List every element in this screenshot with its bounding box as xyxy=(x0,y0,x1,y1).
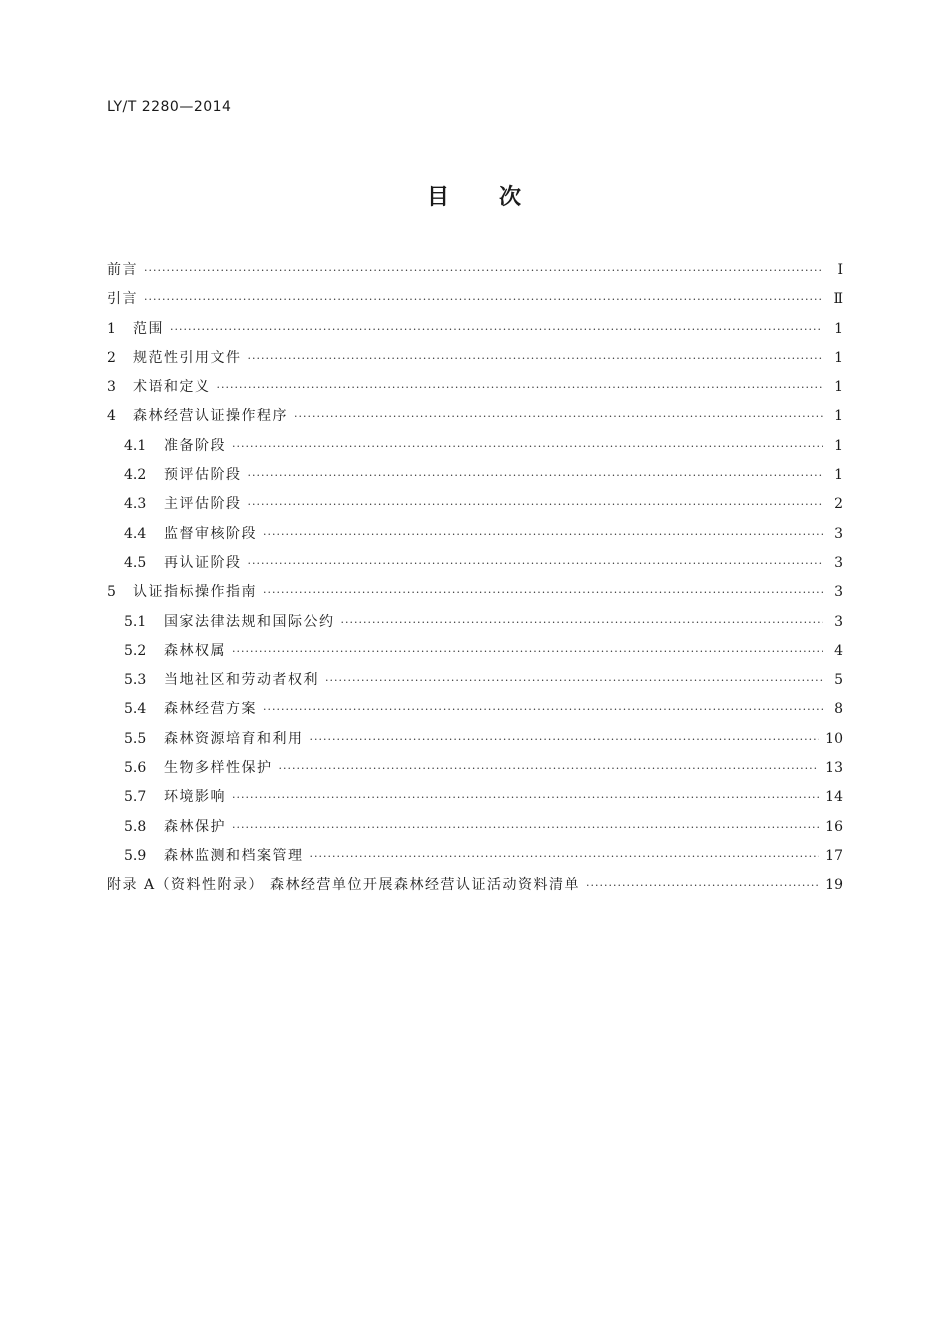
toc-dot-leader xyxy=(325,666,823,695)
toc-dot-leader xyxy=(232,783,819,812)
toc-entry-number: 4.2 xyxy=(124,467,147,484)
toc-entry-label: 森林监测和档案管理 xyxy=(164,847,304,864)
toc-entry[interactable] xyxy=(107,549,843,578)
toc-dot-leader xyxy=(248,490,824,519)
toc-entry-page: 3 xyxy=(834,584,843,601)
toc-dot-leader xyxy=(310,725,820,754)
toc-entry-page: 5 xyxy=(834,672,843,689)
toc-entry-label: 当地社区和劳动者权利 xyxy=(164,672,319,689)
toc-entry-label: 森林保护 xyxy=(164,818,226,835)
toc-entry-page: 1 xyxy=(834,437,843,454)
toc-entry-label: 森林经营认证操作程序 xyxy=(133,408,288,425)
toc-entry-label: 前言 xyxy=(107,262,138,278)
toc-entry-label: 引言 xyxy=(107,291,138,308)
toc-entry-number: 5 xyxy=(107,584,116,601)
toc-entry-page: 3 xyxy=(834,554,843,571)
toc-entry-number: 4 xyxy=(107,408,116,425)
toc-entry-label: 预评估阶段 xyxy=(164,467,242,484)
toc-entry[interactable] xyxy=(107,666,843,695)
toc-entry-number: 5.8 xyxy=(124,818,147,835)
toc-entry-label: 环境影响 xyxy=(164,789,226,806)
toc-entry[interactable] xyxy=(107,871,843,900)
toc-entry-label: 术语和定义 xyxy=(133,379,211,396)
toc-entry-page: 3 xyxy=(834,525,843,542)
toc-entry[interactable] xyxy=(107,432,843,461)
toc-entry-label: 森林经营方案 xyxy=(164,701,257,718)
toc-entry-page: 16 xyxy=(825,818,843,835)
toc-entry-label: 主评估阶段 xyxy=(164,496,242,513)
toc-entry-number: 1 xyxy=(107,320,116,337)
toc-entry-number: 5.9 xyxy=(124,847,147,864)
toc-entry-label: 生物多样性保护 xyxy=(164,760,273,777)
toc-entry[interactable] xyxy=(107,754,843,783)
toc-entry-label: 附录 A（资料性附录） 森林经营单位开展森林经营认证活动资料清单 xyxy=(107,877,581,894)
toc-dot-leader xyxy=(170,315,823,344)
toc-dot-leader xyxy=(341,608,824,637)
toc-entry[interactable] xyxy=(107,520,843,549)
toc-entry-page: 8 xyxy=(834,701,843,718)
toc-entry-page: 14 xyxy=(825,789,843,806)
toc-entry-page: 19 xyxy=(825,877,843,894)
toc-entry-number: 2 xyxy=(107,349,116,366)
toc-entry-label: 准备阶段 xyxy=(164,437,226,454)
standard-code: LY/T 2280—2014 xyxy=(107,99,232,115)
toc-entry[interactable] xyxy=(107,725,843,754)
toc-entry-label: 监督审核阶段 xyxy=(164,525,257,542)
toc-entry-page: 1 xyxy=(834,379,843,396)
toc-entry[interactable] xyxy=(107,344,843,373)
toc-entry-number: 4.3 xyxy=(124,496,147,513)
toc-dot-leader xyxy=(248,344,824,373)
toc-entry[interactable] xyxy=(107,608,843,637)
toc-entry[interactable] xyxy=(107,813,843,842)
toc-entry-number: 4.5 xyxy=(124,554,147,571)
toc-entry-number: 5.3 xyxy=(124,672,147,689)
toc-entry-page: Ⅱ xyxy=(833,291,843,308)
toc-dot-leader xyxy=(263,578,823,607)
toc-entry-label: 国家法律法规和国际公约 xyxy=(164,613,335,630)
toc-entry-number: 5.2 xyxy=(124,642,147,659)
toc-entry-number: 5.4 xyxy=(124,701,147,718)
toc-entry[interactable] xyxy=(107,373,843,402)
toc-entry[interactable] xyxy=(107,578,843,607)
toc-entry-page: 3 xyxy=(834,613,843,630)
toc-entry[interactable] xyxy=(107,783,843,812)
toc-entry[interactable] xyxy=(107,315,843,344)
toc-entry-number: 5.5 xyxy=(124,730,147,747)
toc-dot-leader xyxy=(263,695,823,724)
toc-entry[interactable] xyxy=(107,285,843,314)
toc-dot-leader xyxy=(294,402,823,431)
toc-entry-number: 5.7 xyxy=(124,789,147,806)
toc-entry-page: 10 xyxy=(825,730,843,747)
toc-entry-number: 5.6 xyxy=(124,760,147,777)
table-of-contents xyxy=(107,256,843,901)
toc-entry[interactable] xyxy=(107,402,843,431)
toc-dot-leader xyxy=(586,871,819,900)
toc-dot-leader xyxy=(248,461,824,490)
toc-entry-page: 1 xyxy=(834,349,843,366)
toc-entry-number: 4.1 xyxy=(124,437,147,454)
page-title xyxy=(0,180,950,211)
toc-entry-page: 1 xyxy=(834,467,843,484)
toc-entry[interactable] xyxy=(107,490,843,519)
toc-entry-page: Ⅰ xyxy=(837,262,843,278)
toc-entry[interactable] xyxy=(107,256,843,285)
toc-entry-page: 2 xyxy=(834,496,843,513)
toc-entry-number: 4.4 xyxy=(124,525,147,542)
toc-dot-leader xyxy=(217,373,824,402)
toc-dot-leader xyxy=(248,549,824,578)
toc-entry-label: 森林资源培育和利用 xyxy=(164,730,304,747)
toc-entry[interactable] xyxy=(107,842,843,871)
toc-dot-leader xyxy=(279,754,820,783)
toc-entry-page: 17 xyxy=(825,847,843,864)
toc-entry-label: 规范性引用文件 xyxy=(133,349,242,366)
toc-entry-label: 范围 xyxy=(133,320,164,337)
toc-dot-leader xyxy=(310,842,820,871)
toc-entry-page: 4 xyxy=(834,642,843,659)
toc-dot-leader xyxy=(144,285,823,314)
page-title-part2: 次 xyxy=(499,185,524,210)
toc-entry-label: 认证指标操作指南 xyxy=(133,584,257,601)
toc-entry-page: 13 xyxy=(825,760,843,777)
toc-entry-number: 3 xyxy=(107,379,116,396)
page-title-part1: 目 xyxy=(426,185,451,210)
toc-dot-leader xyxy=(232,637,823,666)
toc-dot-leader xyxy=(263,520,823,549)
toc-entry-label: 森林权属 xyxy=(164,642,226,659)
toc-entry-page: 1 xyxy=(834,408,843,425)
toc-entry-page: 1 xyxy=(834,320,843,337)
toc-dot-leader xyxy=(144,256,823,285)
toc-dot-leader xyxy=(232,432,823,461)
toc-entry-number: 5.1 xyxy=(124,613,147,630)
toc-entry-label: 再认证阶段 xyxy=(164,554,242,571)
toc-entry[interactable] xyxy=(107,637,843,666)
toc-entry[interactable] xyxy=(107,695,843,724)
toc-dot-leader xyxy=(232,813,819,842)
toc-entry[interactable] xyxy=(107,461,843,490)
